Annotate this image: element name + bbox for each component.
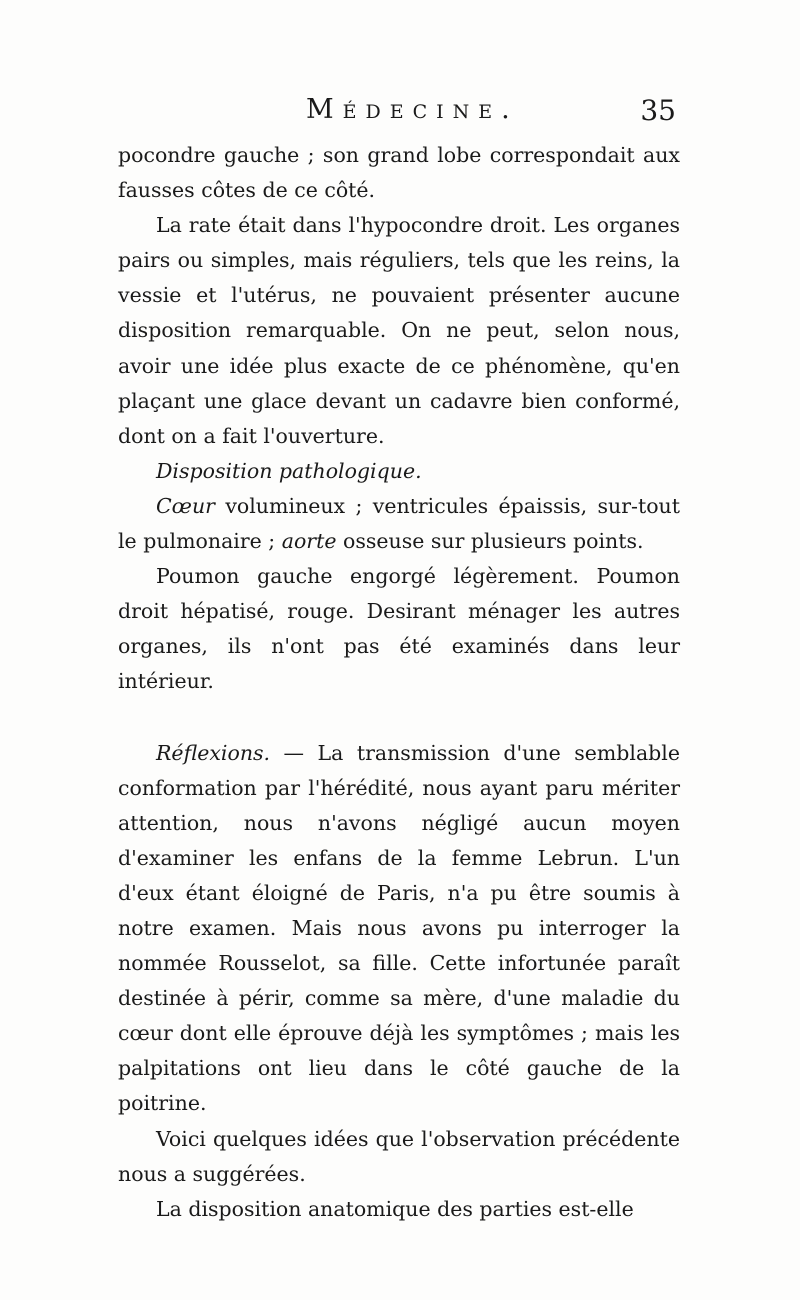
paragraph-poumon: Poumon gauche engorgé légèrement. Poumon droit hépatisé, rouge. Desirant ménager les autres organes, ils n'ont pas été examinés dans leur intérieur. [118,564,680,694]
paragraph-voici: Voici quelques idées que l'observation précédente nous a suggérées. [118,1126,680,1186]
reflexions-lead: Réflexions. [156,740,271,765]
page-number: 35 [640,94,676,127]
term-coeur: Cœur [156,493,215,518]
paragraph-coeur-text-2: osseuse sur plusieurs points. [336,529,644,554]
paragraph-reflexions [118,736,680,1122]
running-head [118,92,680,132]
term-aorte: aorte [281,529,337,554]
reflexions-text: — La transmission d'une semblable conformation par l'hérédité, nous ayant paru mériter attention, nous n'avons négligé aucun moyen d'examiner les enfans de la femme Lebrun. L'un d'eux étant éloigné de Paris, n'a pu être soumis à notre examen. Mais nous avons pu interroger la nommée Rousselot, sa fille. Cette infortunée paraît destinée à périr, comme sa mère, d'une maladie du cœur dont elle éprouve déjà les symptômes ; mais les palpitations ont lieu dans le côté gauche de la poitrine. [118,740,680,1116]
paragraph-coeur-text-1: volumineux ; ventricules épaissis, sur-tout le pulmonaire ; [118,493,680,554]
paragraph-rate: La rate était dans l'hypocondre droit. Les organes pairs ou simples, mais réguliers, tels que les reins, la vessie et l'utérus, ne pouvaient présenter aucune disposition remarquable. On ne peut, selon nous, avoir une idée plus exacte de ce phénomène, qu'en plaçant une glace devant un cadavre bien conformé, dont on a fait l'ouverture. [118,213,680,448]
body-text [118,138,680,1227]
paragraph-coeur [118,489,680,559]
paragraph-continuation: pocondre gauche ; son grand lobe correspondait aux fausses côtes de ce côté. [118,143,680,203]
paragraph-disposition: La disposition anatomique des parties est-elle [156,1196,634,1221]
running-title: Médecine. [306,94,519,125]
section-heading-disposition: Disposition pathologique. [156,458,422,483]
